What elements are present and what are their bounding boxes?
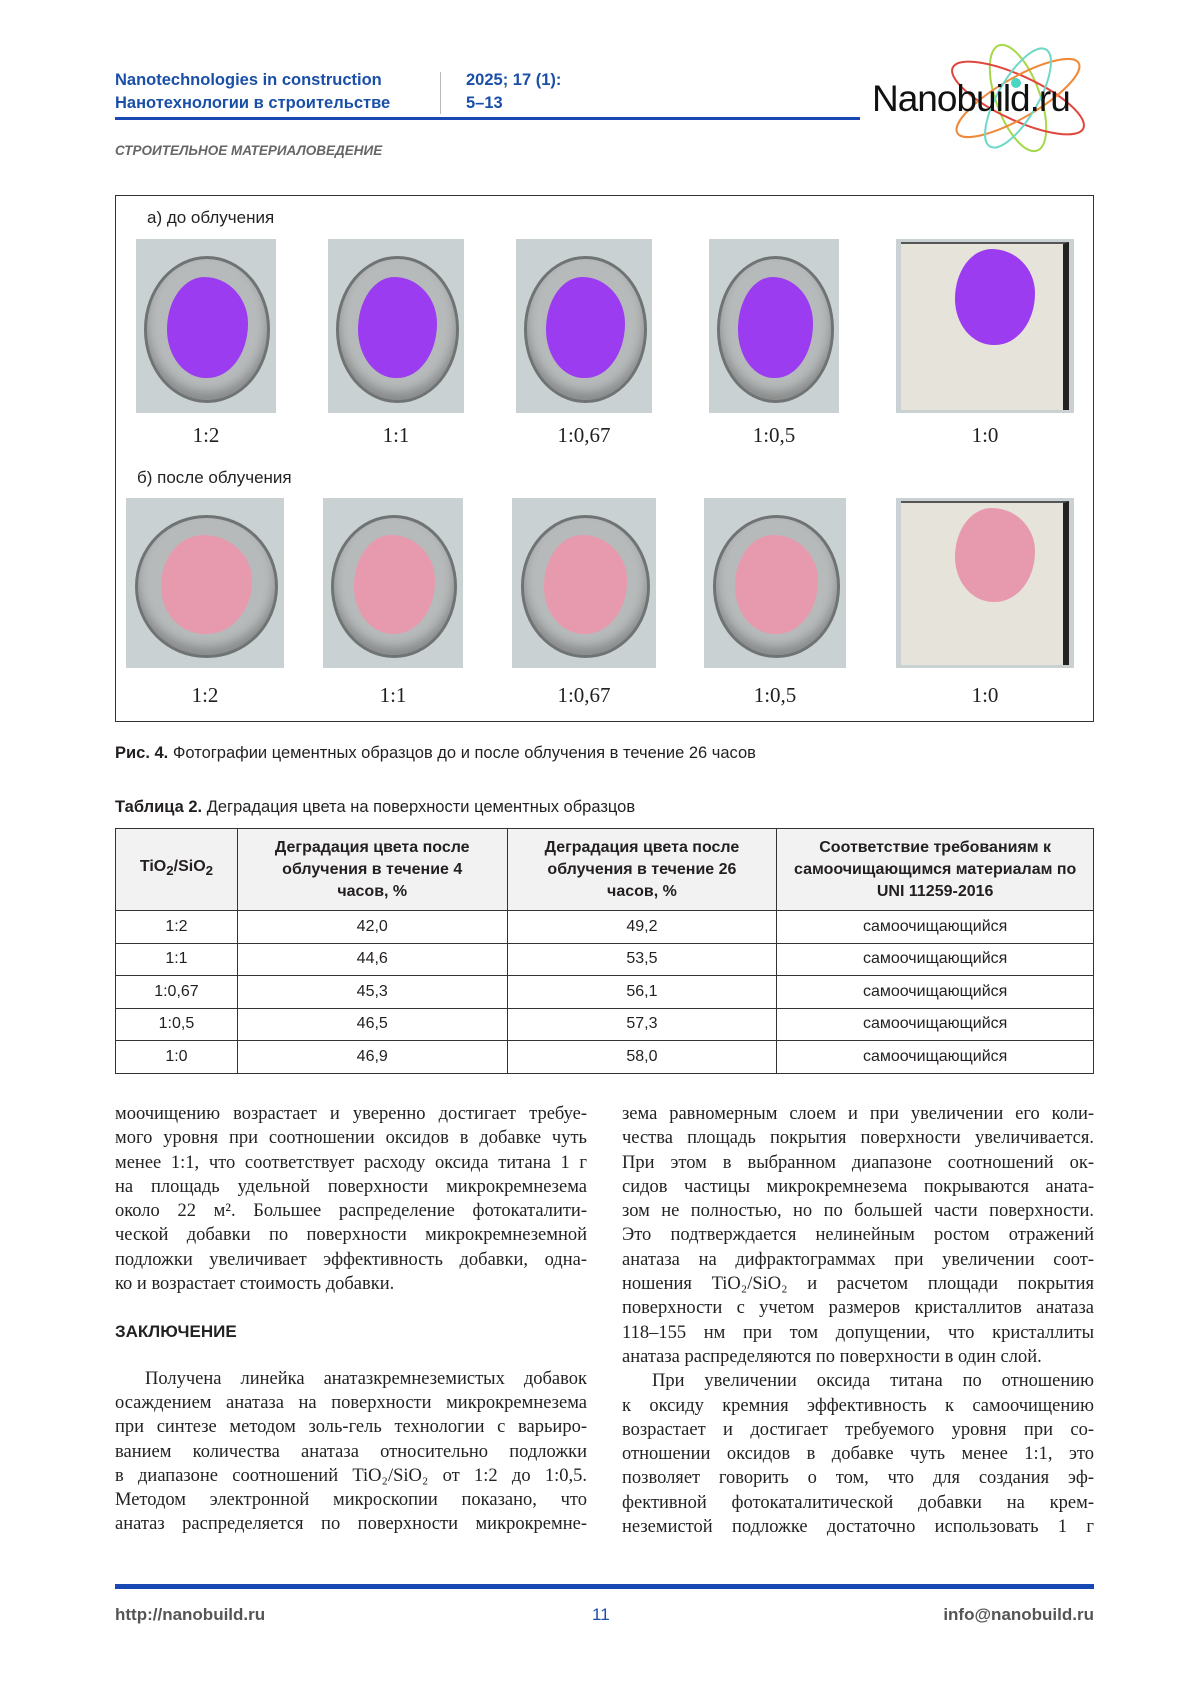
- text-line: ко и возрастает стоимость добавки.: [115, 1274, 395, 1295]
- figure-number: Рис. 4.: [115, 744, 169, 762]
- text-line: осаждением анатаза на поверхности микрокремнезема: [115, 1392, 587, 1413]
- dye-stain: [735, 535, 817, 634]
- sample-ratio-label: 1:2: [191, 683, 219, 707]
- text-line: менее 1:1, что соответствует расходу оксида титана 1 г: [115, 1152, 587, 1173]
- header-26h: Деградация цвета после облучения в течение 26 часов, %: [507, 829, 777, 911]
- table-row: [116, 1041, 1094, 1074]
- text-line: моочищению возрастает и уверенно достигает требуе-: [115, 1104, 587, 1124]
- text-line: Получена линейка анатазкремнеземистых добавок: [145, 1368, 587, 1389]
- text-line: ванием количества анатаза относительно подложки: [115, 1441, 587, 1462]
- sample-photo-after-3: [512, 498, 656, 668]
- cell-4h: 44,6: [237, 943, 507, 976]
- footer-url[interactable]: http://nanobuild.ru: [115, 1605, 266, 1624]
- text-line: ческой добавки по поверхности микрокремнеземной: [115, 1225, 587, 1246]
- text-line: отношении оксидов в добавке чуть менее 1:1, это: [622, 1444, 1094, 1465]
- header-compliance: Соответствие требованиям к самоочищающимся материалам по UNI 11259-2016: [777, 829, 1094, 911]
- sample-ratio-label: 1:0,5: [753, 683, 797, 707]
- sample-ratio-label: 1:1: [379, 683, 407, 707]
- sample-ratio-label: 1:0: [971, 423, 999, 447]
- table-number: Таблица 2.: [115, 798, 203, 816]
- issue-number: 2025; 17 (1):: [466, 71, 562, 89]
- sample-photo-before-5: [896, 239, 1074, 413]
- label-before: а) до облучения: [147, 208, 275, 227]
- sample-ratio-label: 1:0,67: [557, 683, 611, 707]
- text-line: мого уровня при соотношении оксидов в добавке чуть: [115, 1128, 587, 1149]
- header-rule: [115, 117, 860, 120]
- label-after: б) после облучения: [137, 468, 292, 487]
- conclusion-heading: ЗАКЛЮЧЕНИЕ: [115, 1322, 237, 1342]
- text-line: зема равномерным слоем и при увеличении его коли-: [622, 1104, 1094, 1124]
- sample-photo-after-4: [704, 498, 846, 668]
- sample-photo-before-2: [328, 239, 464, 413]
- header-divider: [440, 72, 441, 114]
- cell-compliance: самоочищающийся: [777, 943, 1094, 976]
- right-column: [622, 1102, 1094, 1539]
- cell-26h: 57,3: [507, 1008, 777, 1041]
- text-line: При увеличении оксида титана по отношению: [652, 1371, 1094, 1392]
- table-title-text: Деградация цвета на поверхности цементных образцов: [202, 798, 636, 816]
- table-title: [115, 798, 635, 817]
- cell-ratio: 1:0: [116, 1041, 238, 1074]
- journal-title: [115, 69, 390, 115]
- text-line: к оксиду кремния эффективность к самоочищению: [622, 1395, 1094, 1416]
- logo-text: Nanobuild.ru: [872, 78, 1070, 119]
- text-line: при синтезе методом золь-гель технологии с варьиро-: [115, 1417, 587, 1438]
- left-column: [115, 1102, 587, 1537]
- figure-4: [115, 195, 1094, 722]
- cell-26h: 58,0: [507, 1041, 777, 1074]
- cell-ratio: 1:1: [116, 943, 238, 976]
- text-line: подложки увеличивает эффективность добавки, одна-: [115, 1249, 587, 1270]
- sample-ratio-label: 1:1: [382, 423, 410, 447]
- text-line: фективной фотокаталитической добавки на крем-: [622, 1492, 1094, 1513]
- figure-caption: [115, 744, 756, 763]
- text-line: неземистой подложке достаточно использовать 1 г: [622, 1517, 1094, 1538]
- sample-ratio-label: 1:0: [971, 683, 999, 707]
- section-title: СТРОИТЕЛЬНОЕ МАТЕРИАЛОВЕДЕНИЕ: [115, 143, 383, 158]
- text-line: При этом в выбранном диапазоне соотношений ок-: [622, 1152, 1094, 1173]
- text-line: 118–155 нм при том допущении, что кристаллиты: [622, 1322, 1094, 1343]
- footer-email[interactable]: info@nanobuild.ru: [943, 1605, 1094, 1624]
- sample-ratio-label: 1:0,5: [752, 423, 796, 447]
- dye-stain: [955, 508, 1035, 602]
- sample-photo-after-1: [126, 498, 284, 668]
- cell-ratio: 1:0,5: [116, 1008, 238, 1041]
- table-row: [116, 911, 1094, 944]
- text-line: на площадь удельной поверхности микрокремнезема: [115, 1176, 587, 1197]
- issue-info: [466, 69, 561, 115]
- figure-caption-text: Фотографии цементных образцов до и после облучения в течение 26 часов: [168, 744, 756, 762]
- footer-rule: [115, 1584, 1094, 1589]
- cell-26h: 53,5: [507, 943, 777, 976]
- issue-pages: 5–13: [466, 94, 503, 112]
- cell-compliance: самоочищающийся: [777, 976, 1094, 1009]
- sample-photo-before-4: [709, 239, 839, 413]
- cell-compliance: самоочищающийся: [777, 1041, 1094, 1074]
- sample-photo-after-5: [896, 498, 1074, 668]
- text-line: около 22 м². Большее распределение фотокаталити-: [115, 1201, 587, 1222]
- cell-4h: 42,0: [237, 911, 507, 944]
- header-4h: Деградация цвета после облучения в течение 4 часов, %: [237, 829, 507, 911]
- text-line: анатаза на дифрактограммах при увеличении соот-: [622, 1249, 1094, 1270]
- text-line: сидов частицы микрокремнезема покрываются аната-: [622, 1176, 1094, 1197]
- cell-4h: 45,3: [237, 976, 507, 1009]
- sample-photo-before-1: [136, 239, 276, 413]
- journal-title-en: Nanotechnologies in construction: [115, 71, 382, 89]
- cell-compliance: самоочищающийся: [777, 911, 1094, 944]
- sample-ratio-label: 1:0,67: [557, 423, 611, 447]
- text-line: Это подтверждается нелинейным ростом отражений: [622, 1225, 1094, 1246]
- table-row: [116, 976, 1094, 1009]
- cell-26h: 56,1: [507, 976, 777, 1009]
- text-line: анатаза распределяются по поверхности в один слой.: [622, 1346, 1042, 1367]
- journal-title-ru: Нанотехнологии в строительстве: [115, 94, 391, 112]
- text-line: Методом электронной микроскопии показано, что: [115, 1490, 587, 1511]
- text-line: в диапазоне соотношений TiO₂/SiO₂ от 1:2 до 1:0,5.: [115, 1465, 587, 1486]
- cell-4h: 46,5: [237, 1008, 507, 1041]
- cell-26h: 49,2: [507, 911, 777, 944]
- cell-ratio: 1:0,67: [116, 976, 238, 1009]
- degradation-table: [115, 828, 1094, 1074]
- table-row: [116, 943, 1094, 976]
- text-line: ношения TiO₂/SiO₂ и расчетом площади покрытия: [622, 1274, 1094, 1295]
- text-line: чества площадь покрытия поверхности увеличивается.: [622, 1128, 1094, 1149]
- cell-compliance: самоочищающийся: [777, 1008, 1094, 1041]
- sample-photo-before-3: [516, 239, 652, 413]
- text-line: возрастает и достигает требуемого уровня при со-: [622, 1419, 1094, 1440]
- text-line: анатаз распределяется по поверхности микрокремне-: [115, 1514, 587, 1535]
- sample-ratio-label: 1:2: [192, 423, 220, 447]
- table-header-row: [116, 829, 1094, 911]
- cell-ratio: 1:2: [116, 911, 238, 944]
- sample-photo-after-2: [323, 498, 463, 668]
- header-ratio: TiO$_2$/SiO$_2$: [116, 829, 238, 911]
- cell-4h: 46,9: [237, 1041, 507, 1074]
- text-line: поверхности с учетом размеров кристаллитов анатаза: [622, 1298, 1094, 1319]
- text-line: зом не полностью, но по большей части поверхности.: [622, 1201, 1094, 1222]
- text-line: позволяет говорить о том, что для создания эф-: [622, 1468, 1094, 1489]
- table-row: [116, 1008, 1094, 1041]
- page-number: 11: [592, 1605, 610, 1624]
- nanobuild-logo: [868, 36, 1098, 156]
